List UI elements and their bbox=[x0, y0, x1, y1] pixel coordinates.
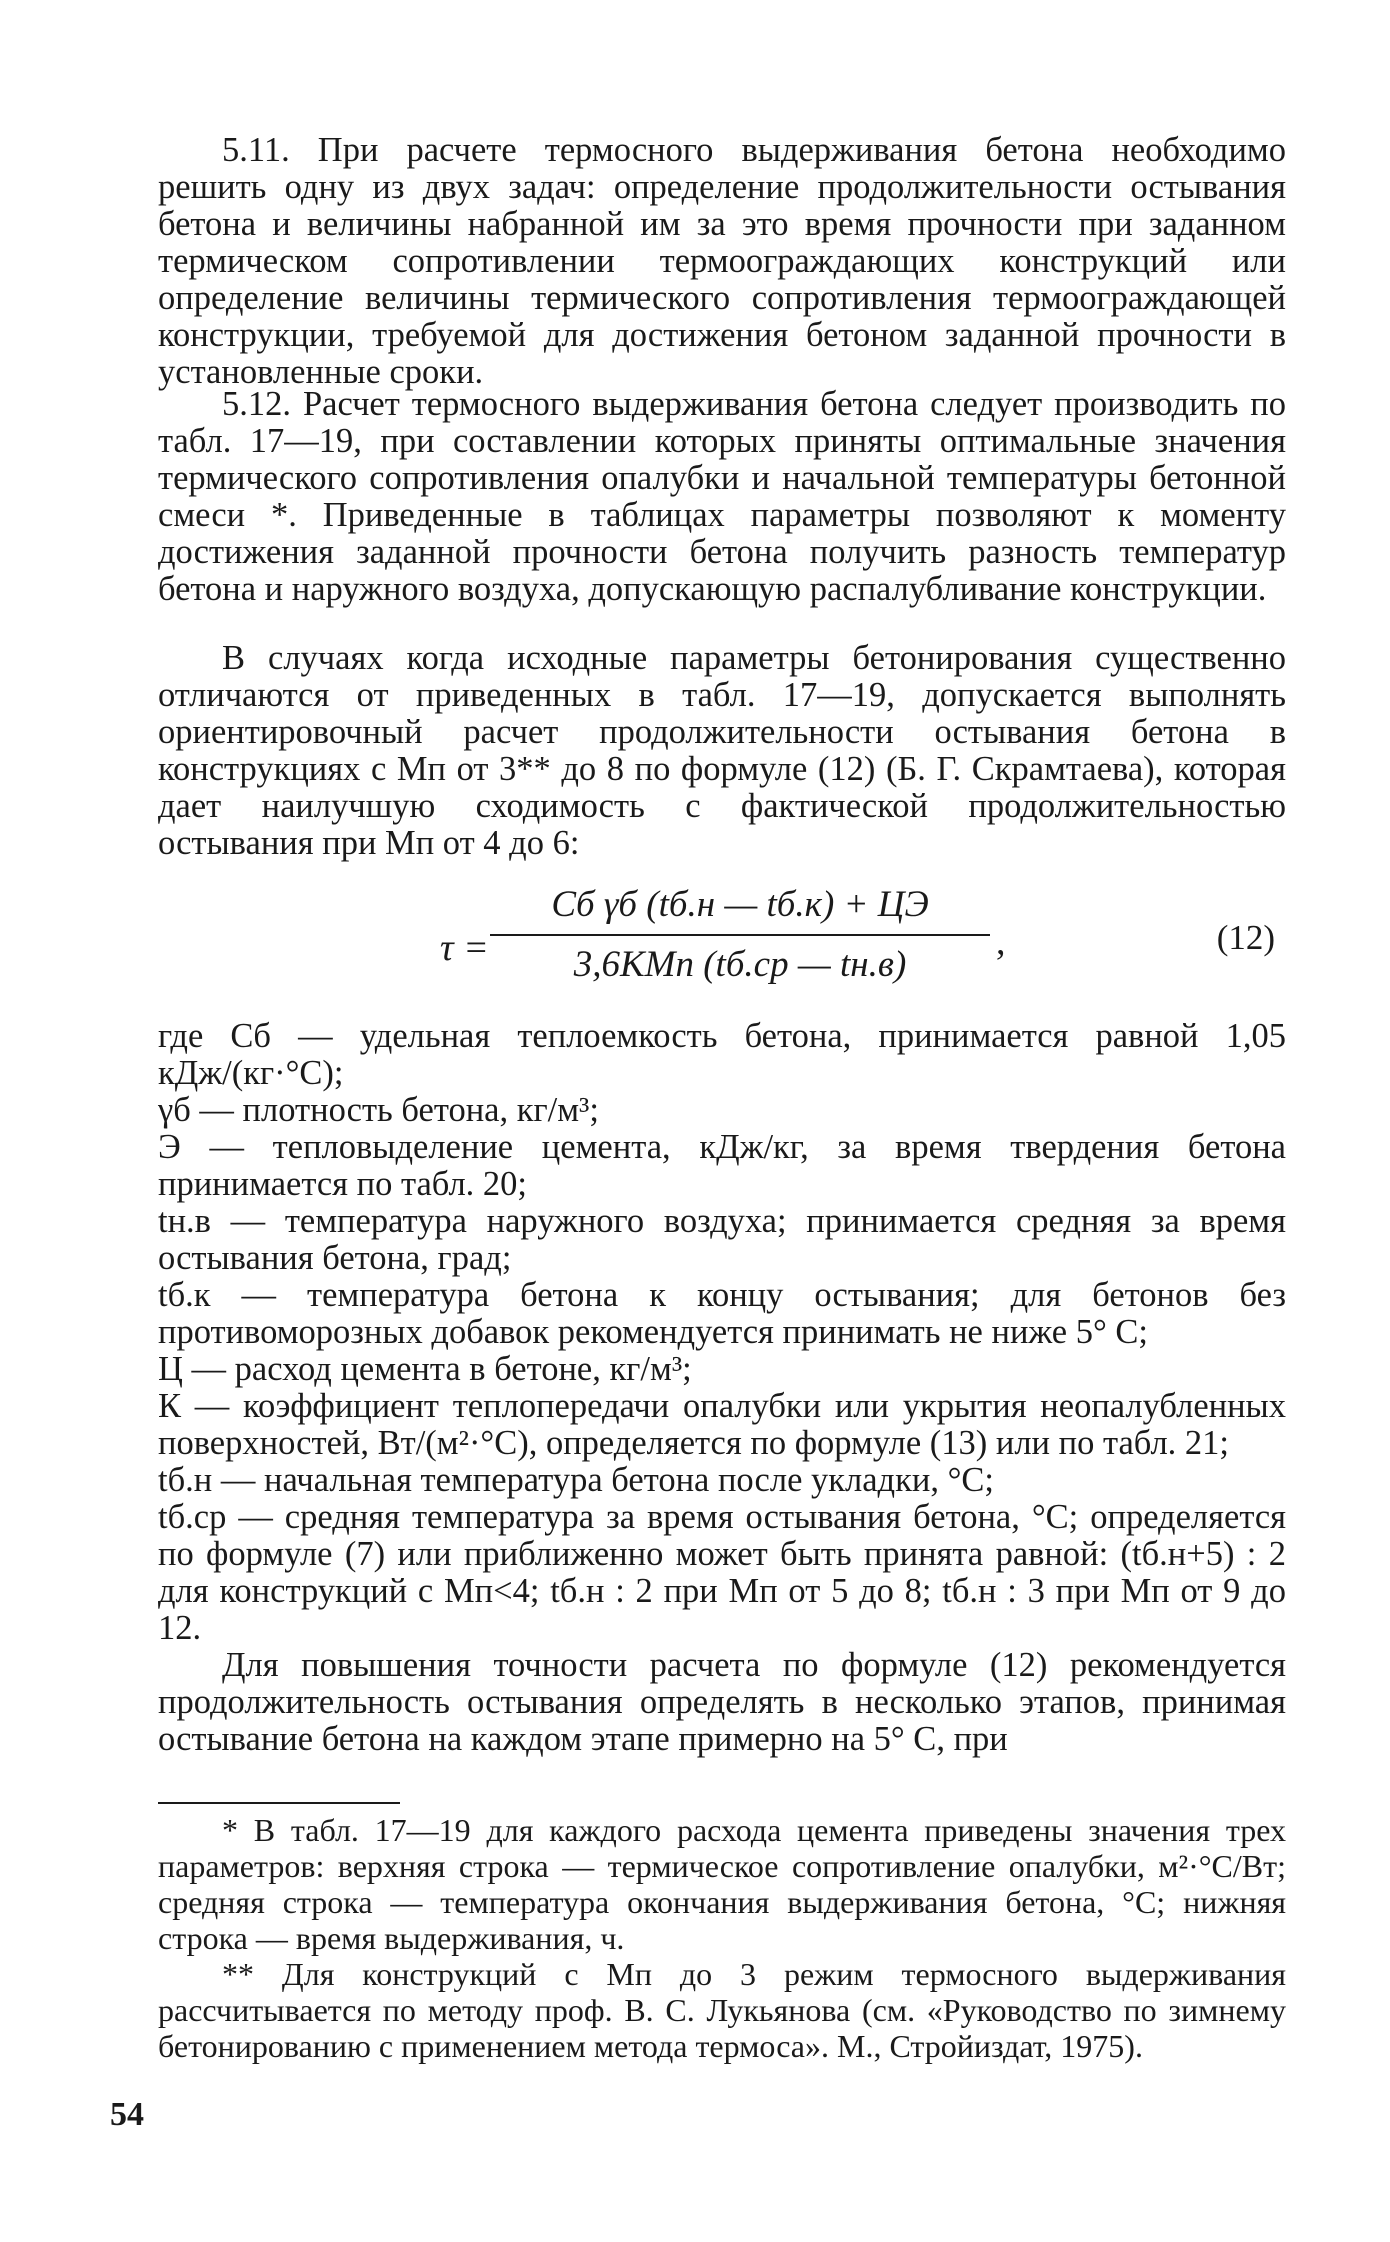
formula-fraction bbox=[490, 880, 990, 990]
paragraph-5-12 bbox=[158, 386, 1286, 608]
variable-definitions bbox=[158, 1018, 1286, 1758]
formula-numerator: Cб γб (tб.н — tб.к) + ЦЭ bbox=[551, 884, 929, 925]
definition-item: где Cб — удельная теплоемкость бетона, принимается равной 1,05 кДж/(кг·°С); bbox=[158, 1017, 1286, 1092]
formula-number: (12) bbox=[1216, 918, 1275, 957]
formula-denominator: 3,6KMп (tб.ср — tн.в) bbox=[573, 944, 907, 985]
footnote-item: ** Для конструкций с Мп до 3 режим термосного выдерживания рассчитывается по методу проф. В. С. Лукьянова (см. «Руководство по зимнему бетонированию с применением метода термоса». М., Стройиздат, 1975). bbox=[158, 1956, 1286, 2064]
fraction-bar bbox=[490, 934, 990, 936]
footnotes bbox=[158, 1812, 1286, 2064]
definition-item: Ц — расход цемента в бетоне, кг/м³; bbox=[158, 1350, 692, 1388]
definition-item: Э — тепловыделение цемента, кДж/кг, за время твердения бетона принимается по табл. 20; bbox=[158, 1128, 1286, 1203]
paragraph-text: В случаях когда исходные параметры бетонирования существенно отличаются от приведенных в табл. 17—19, допускается выполнять ориентировочный расчет продолжительности остывания бетона в конструкциях с Мп от 3** до 8 по формуле (12) (Б. Г. Скрамтаева), которая дает наилучшую сходимость с фактической продолжительностью остывания при Мп от 4 до 6: bbox=[158, 639, 1286, 862]
page-number: 54 bbox=[110, 2096, 144, 2133]
definition-item: tб.к — температура бетона к концу остывания; для бетонов без противоморозных добавок рекомендуется принимать не ниже 5° С; bbox=[158, 1276, 1286, 1351]
paragraph-text: 5.11. При расчете термосного выдерживания бетона необходимо решить одну из двух задач: определение продолжительности остывания бетона и величины набранной им за это время прочности при заданном термическом сопротивлении термоограждающих конструкций или определение величины термического сопротивления термоограждающей конструкции, требуемой для достижения бетоном заданной прочности в установленные сроки. bbox=[158, 131, 1286, 391]
paragraph-cases bbox=[158, 640, 1286, 862]
definition-item: γб — плотность бетона, кг/м³; bbox=[158, 1091, 599, 1129]
footnote-divider bbox=[158, 1802, 400, 1804]
definition-item: К — коэффициент теплопередачи опалубки или укрытия неопалубленных поверхностей, Вт/(м²·°С), определяется по формуле (13) или по табл. 21; bbox=[158, 1387, 1286, 1462]
paragraph-5-11 bbox=[158, 132, 1286, 391]
paragraph-accuracy: Для повышения точности расчета по формуле (12) рекомендуется продолжительность остывания определять в несколько этапов, принимая остывание бетона на каждом этапе примерно на 5° С, при bbox=[158, 1646, 1286, 1758]
paragraph-text: 5.12. Расчет термосного выдерживания бетона следует производить по табл. 17—19, при составлении которых приняты оптимальные значения термического сопротивления опалубки и начальной температуры бетонной смеси *. Приведенные в таблицах параметры позволяют к моменту достижения заданной прочности бетона получить разность температур бетона и наружного воздуха, допускающую распалубливание конструкции. bbox=[158, 385, 1286, 608]
definition-item: tб.ср — средняя температура за время остывания бетона, °С; определяется по формуле (7) или приближенно может быть принята равной: (tб.н+5) : 2 для конструкций с Мп<4; tб.н : 2 при Мп от 5 до 8; tб.н : 3 при Мп от 9 до 12. bbox=[158, 1498, 1286, 1647]
footnote-item: * В табл. 17—19 для каждого расхода цемента приведены значения трех параметров: верхняя строка — термическое сопротивление опалубки, м²·°С/Вт; средняя строка — температура окончания выдерживания бетона, °С; нижняя строка — время выдерживания, ч. bbox=[158, 1812, 1286, 1956]
formula-lhs: τ = bbox=[440, 927, 489, 969]
formula-12 bbox=[440, 880, 1310, 1010]
definition-item: tб.н — начальная температура бетона после укладки, °С; bbox=[158, 1461, 994, 1499]
formula-comma: , bbox=[996, 921, 1006, 963]
definition-item: tн.в — температура наружного воздуха; принимается средняя за время остывания бетона, град; bbox=[158, 1202, 1286, 1277]
